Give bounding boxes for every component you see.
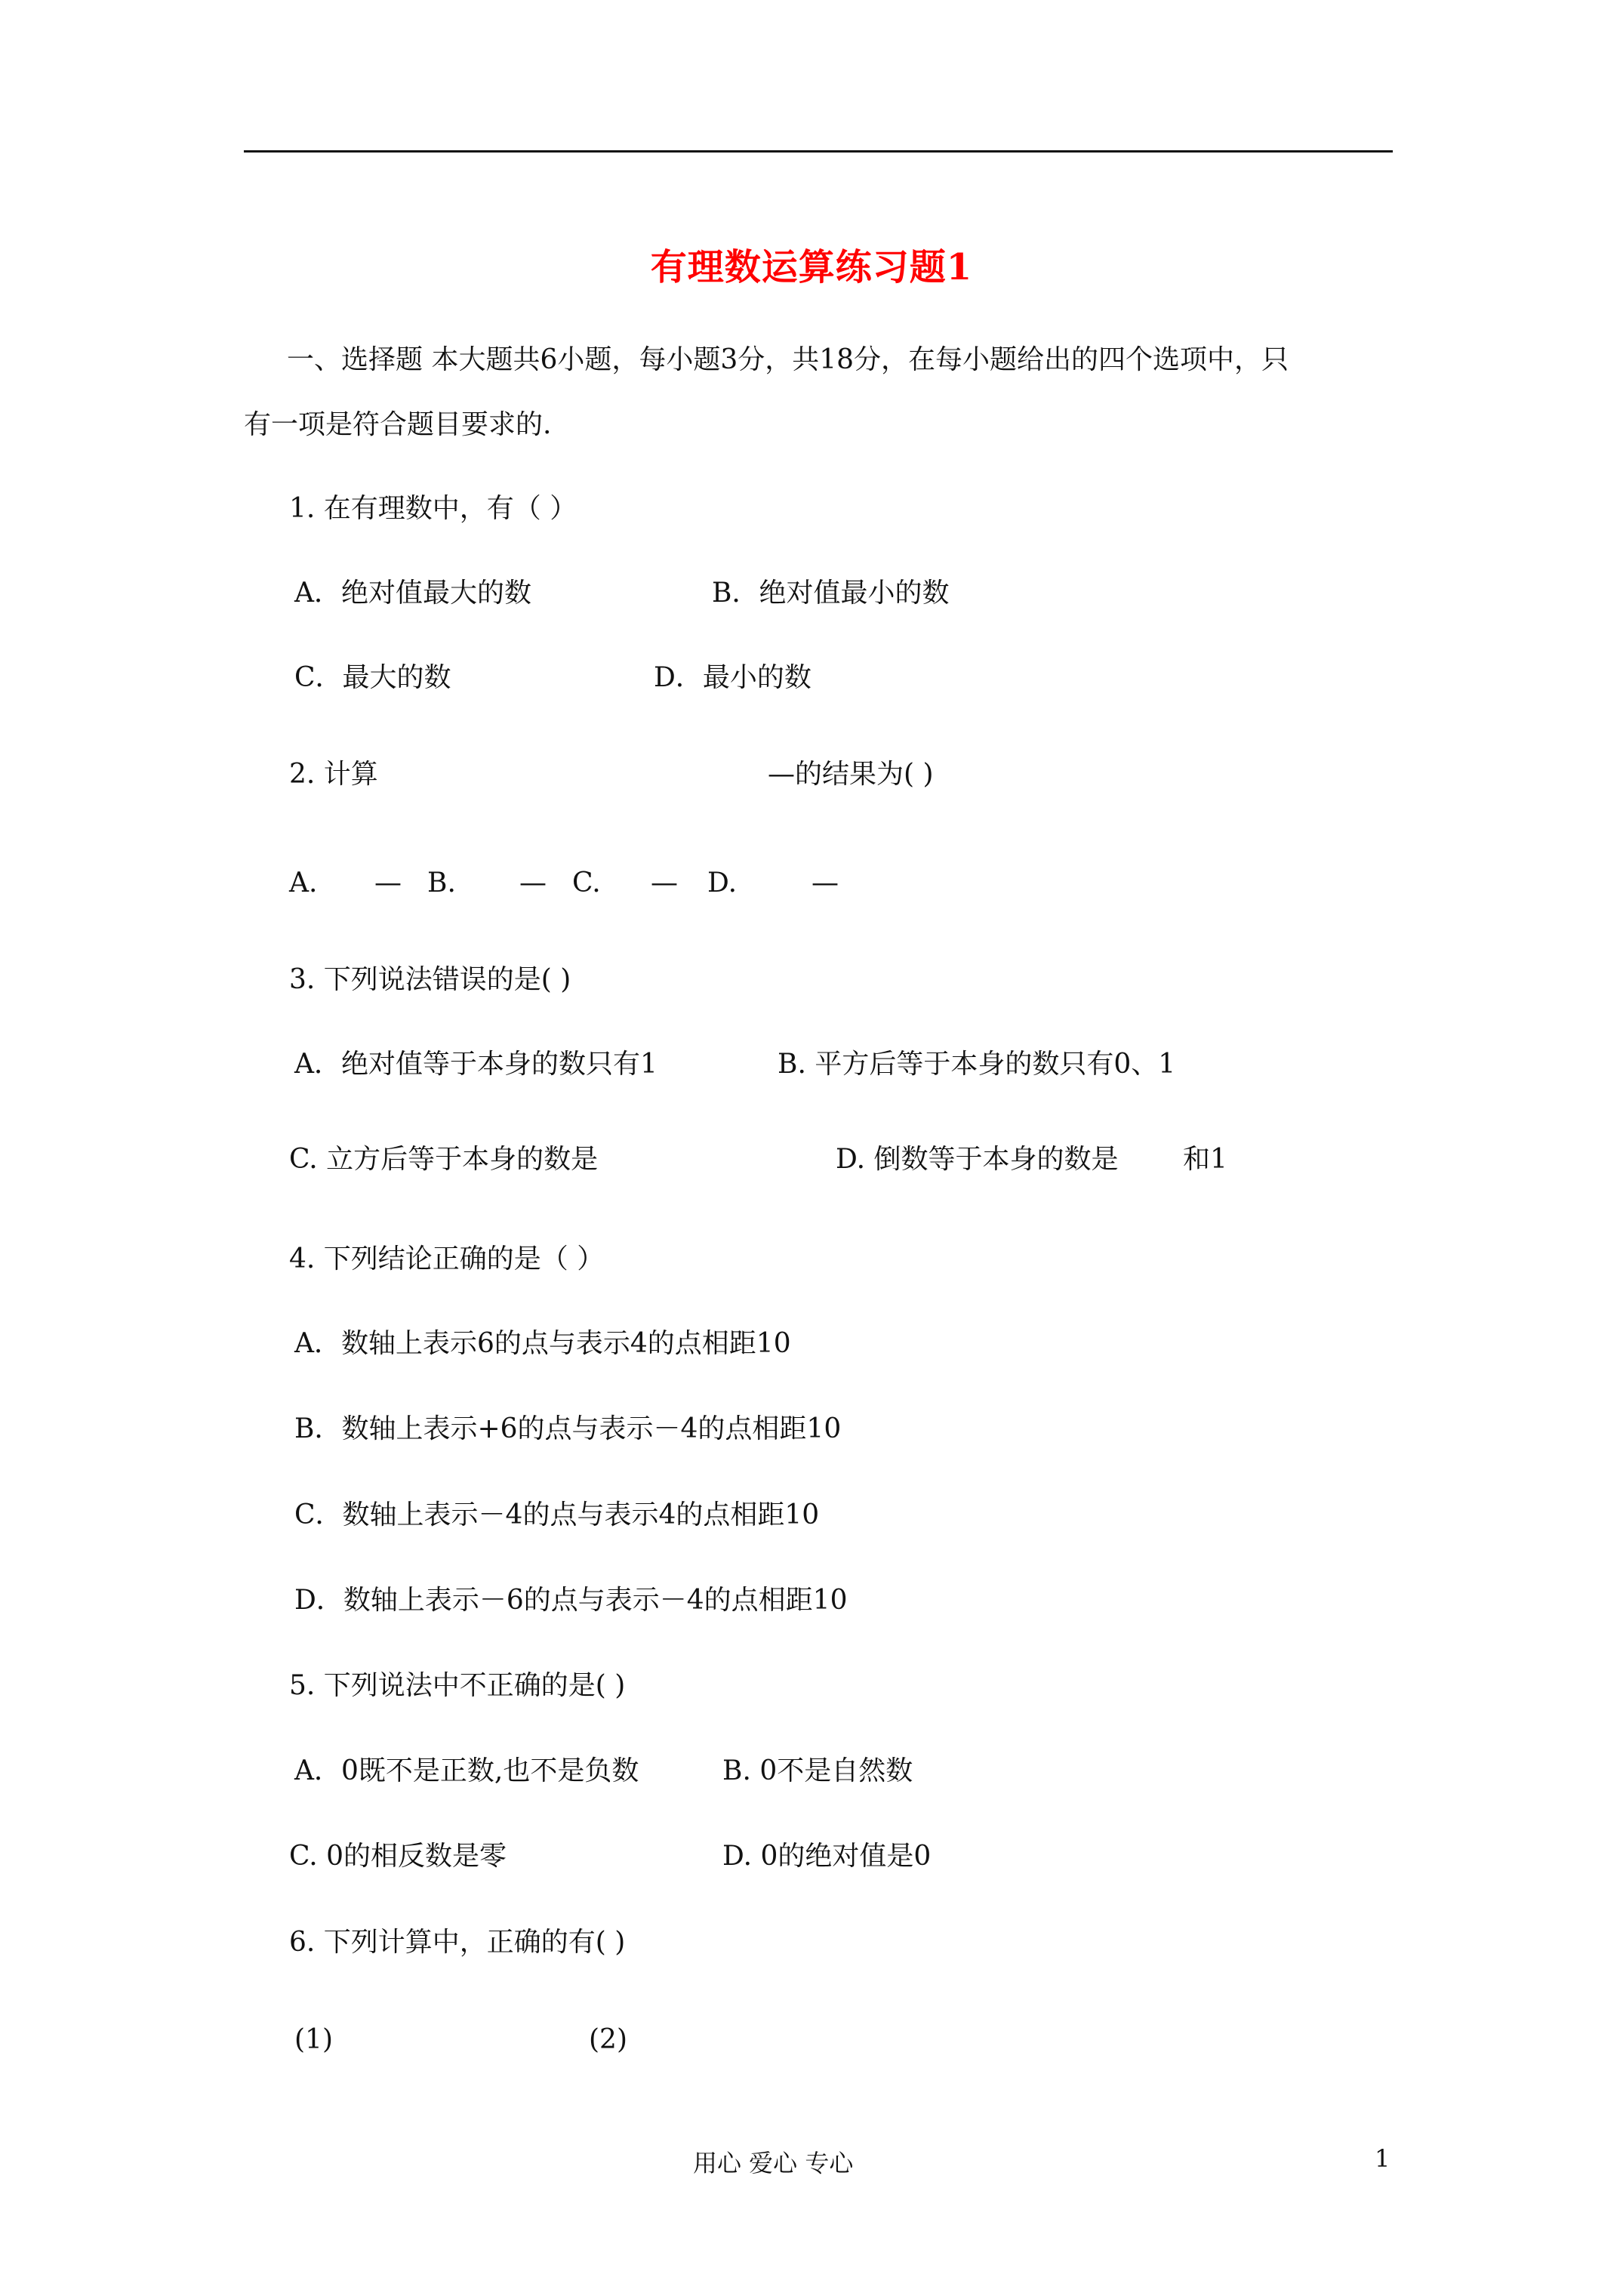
question-6-item-1: (1)	[294, 2024, 333, 2055]
question-2-option-c-label: C.	[572, 868, 601, 898]
question-2-stem-suffix: —的结果为( )	[768, 759, 934, 790]
question-4-option-a: A．数轴上表示6的点与表示4的点相距10	[294, 1328, 791, 1359]
question-2-option-b-label: B.	[427, 868, 456, 898]
page-number: 1	[1375, 2144, 1390, 2173]
section-heading-line1: 一、选择题 本大题共6小题，每小题3分，共18分，在每小题给出的四个选项中，只	[287, 344, 1289, 375]
question-5-stem: 5. 下列说法中不正确的是( )	[289, 1670, 626, 1701]
question-1-option-a: A．绝对值最大的数	[294, 578, 531, 609]
question-3-option-d-suffix: 和1	[1183, 1144, 1227, 1175]
question-4-option-b: B．数轴上表示+6的点与表示－4的点相距10	[294, 1413, 842, 1444]
question-6-item-2: (2)	[589, 2024, 627, 2055]
question-1-option-b: B．绝对值最小的数	[712, 578, 950, 609]
question-5-option-c: C. 0的相反数是零	[289, 1841, 507, 1872]
question-3-option-d-prefix: D. 倒数等于本身的数是	[836, 1144, 1119, 1175]
question-5-option-b: B. 0不是自然数	[722, 1755, 913, 1786]
question-2-option-a-dash: —	[374, 868, 402, 898]
question-2-option-b-dash: —	[519, 868, 547, 898]
footer-motto: 用心 爱心 专心	[693, 2149, 854, 2177]
question-1-option-d: D．最小的数	[654, 662, 812, 693]
question-6-stem: 6. 下列计算中，正确的有( )	[289, 1927, 626, 1958]
question-5-option-d: D. 0的绝对值是0	[722, 1841, 932, 1872]
question-2-option-a-label: A.	[289, 868, 318, 898]
question-2-option-c-dash: —	[651, 868, 678, 898]
question-1-option-c: C．最大的数	[294, 662, 451, 693]
question-5-option-a: A．0既不是正数,也不是负数	[294, 1755, 639, 1786]
question-4-stem: 4. 下列结论正确的是（ ）	[289, 1244, 605, 1274]
question-3-option-b: B. 平方后等于本身的数只有0、1	[778, 1049, 1176, 1080]
section-heading-line2: 有一项是符合题目要求的.	[244, 409, 552, 440]
page-title: 有理数运算练习题1	[650, 246, 973, 288]
header-rule	[244, 150, 1393, 153]
question-1-stem: 1. 在有理数中，有（ ）	[289, 493, 577, 524]
question-3-stem: 3. 下列说法错误的是( )	[289, 964, 571, 995]
question-3-option-c: C. 立方后等于本身的数是	[289, 1144, 599, 1175]
question-2-option-d-label: D.	[707, 868, 738, 898]
question-4-option-c: C．数轴上表示－4的点与表示4的点相距10	[294, 1499, 820, 1530]
question-2-stem-prefix: 2. 计算	[289, 759, 378, 790]
question-4-option-d: D．数轴上表示－6的点与表示－4的点相距10	[294, 1585, 848, 1616]
question-3-option-a: A．绝对值等于本身的数只有1	[294, 1049, 658, 1080]
question-2-option-d-dash: —	[812, 868, 839, 898]
